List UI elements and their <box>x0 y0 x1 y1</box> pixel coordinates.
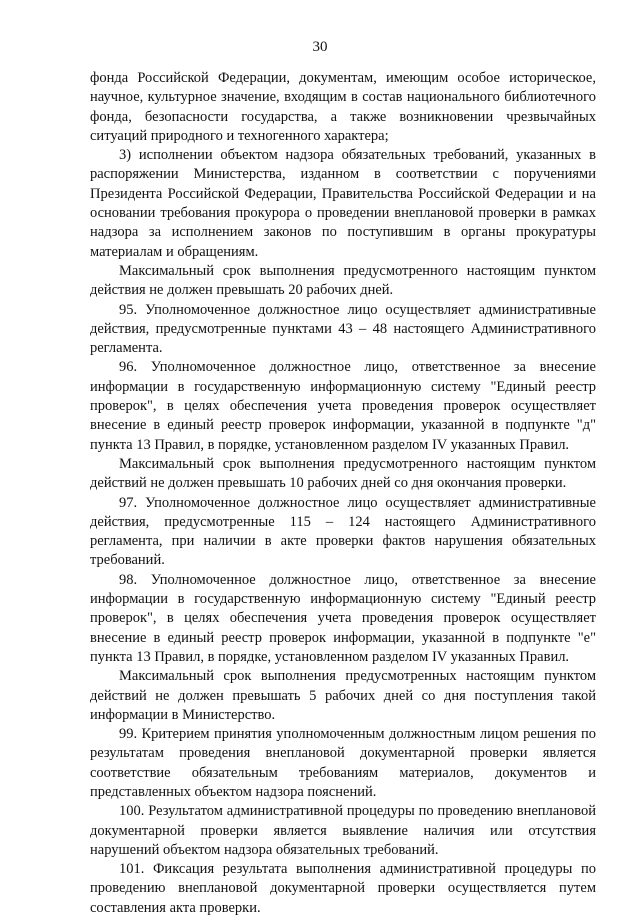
paragraph-101: 101. Фиксация результата выполнения административной процедуры по проведению внеплановой документарной проверки осуществляется путем составления акта проверки. <box>90 861 596 916</box>
paragraph-98: 98. Уполномоченное должностное лицо, ответственное за внесение информации в государственную информационную систему "Единый реестр проверок", в целях обеспечения учета проведения проверок осуществляет внесение в единый реестр проверок информации, указанной в подпункте "е" пункта 13 Правил, в порядке, установленном разделом IV указанных Правил. <box>90 571 596 665</box>
paragraph-deadline-5-days: Максимальный срок выполнения предусмотренных настоящим пунктом действий не должен превышать 5 рабочих дней со дня поступления такой информации в Министерство. <box>90 668 596 723</box>
paragraph-97: 97. Уполномоченное должностное лицо осуществляет административные действия, предусмотренные 115 – 124 настоящего Административного регламента, при наличии в акте проверки фактов нарушения обязательных требований. <box>90 494 596 569</box>
paragraph-96: 96. Уполномоченное должностное лицо, ответственное за внесение информации в государственную информационную систему "Единый реестр проверок", в целях обеспечения учета проведения проверок осуществляет внесение в единый реестр проверок информации, указанной в подпункте "д" пункта 13 Правил, в порядке, установленном разделом IV указанных Правил. <box>90 359 596 453</box>
document-body <box>90 69 596 918</box>
paragraph-continuation: фонда Российской Федерации, документам, имеющим особое историческое, научное, культурное значение, входящим в состав национального библиотечного фонда, безопасности государства, а также возникновении чрезвычайных ситуаций природного и техногенного характера; <box>90 70 596 144</box>
page-number: 30 <box>312 39 328 55</box>
paragraph-99: 99. Критерием принятия уполномоченным должностным лицом решения по результатам проведения внеплановой документарной проверки является соответствие обязательным требованиям материалов, документов и представленных объектом надзора пояснений. <box>90 726 596 800</box>
paragraph-deadline-10-days: Максимальный срок выполнения предусмотренного настоящим пунктом действий не должен превышать 10 рабочих дней со дня окончания проверки. <box>90 455 596 492</box>
paragraph-deadline-20-days: Максимальный срок выполнения предусмотренного настоящим пунктом действия не должен превышать 20 рабочих дней. <box>90 262 596 299</box>
paragraph-item-3: 3) исполнении объектом надзора обязательных требований, указанных в распоряжении Министерства, изданном в соответствии с поручениями Президента Российской Федерации, Правительства Российской Федерации и на основании требования прокурора о проведении внеплановой проверки в рамках надзора за исполнением законов по поступившим в органы прокуратуры материалам и обращениям. <box>90 147 596 260</box>
paragraph-95: 95. Уполномоченное должностное лицо осуществляет административные действия, предусмотренные пунктами 43 – 48 настоящего Административного регламента. <box>90 301 596 357</box>
paragraph-100: 100. Результатом административной процедуры по проведению внеплановой документарной проверки является выявление наличия или отсутствия нарушений объектом надзора обязательных требований. <box>90 803 596 858</box>
